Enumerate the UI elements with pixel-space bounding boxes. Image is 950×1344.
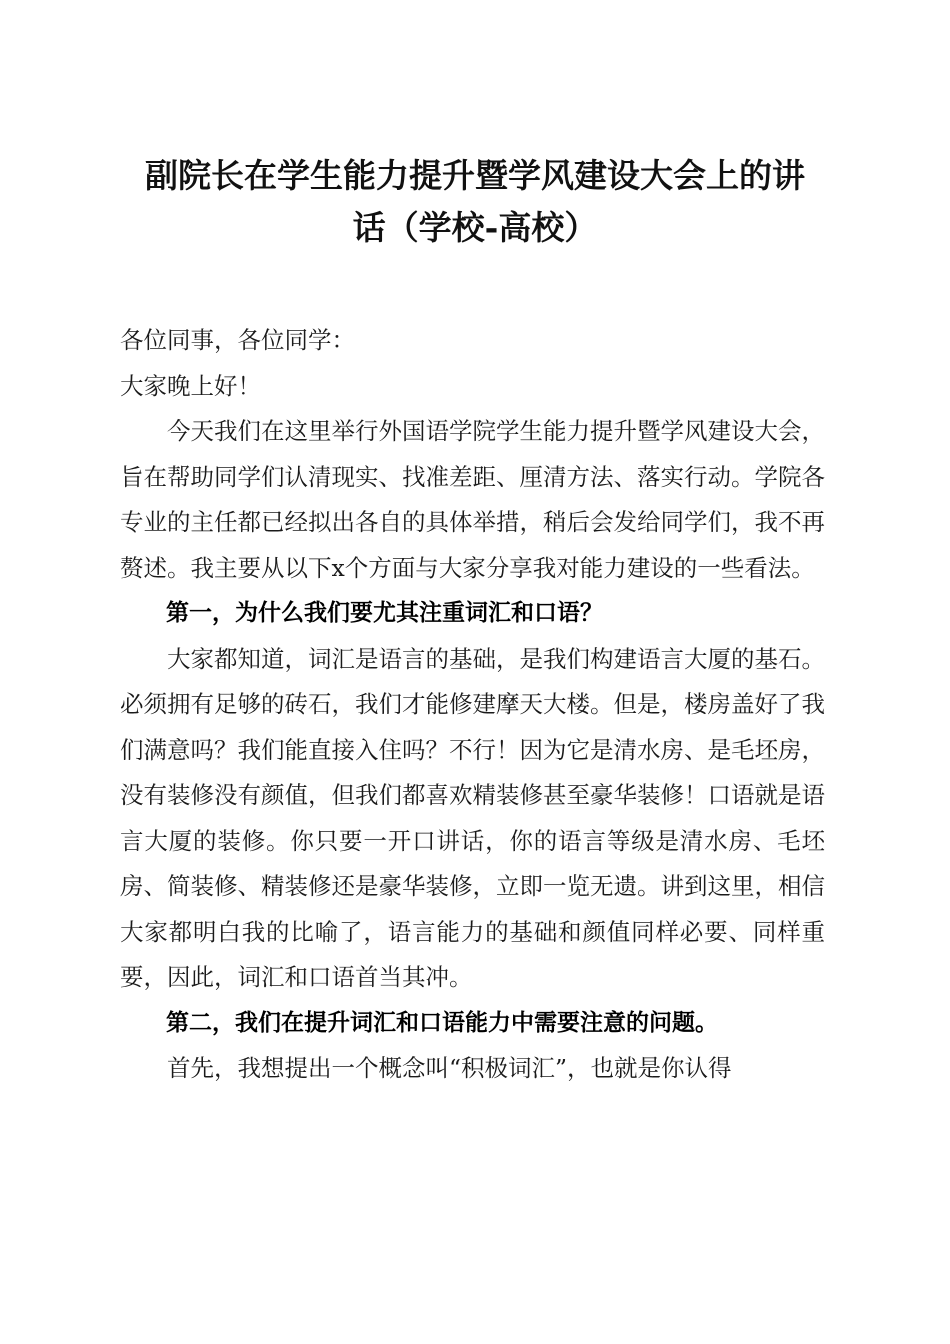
intro-paragraph: 今天我们在这里举行外国语学院学生能力提升暨学风建设大会，旨在帮助同学们认清现实、找准差距、厘清方法、落实行动。学院各专业的主任都已经拟出各自的具体举措，稍后会发给同学们，我不再赘述。我主要从以下x个方面与大家分享我对能力建设的一些看法。 <box>120 417 825 582</box>
salutation: 各位同事，各位同学： <box>120 326 355 354</box>
section-1-paragraph: 大家都知道，词汇是语言的基础，是我们构建语言大厦的基石。必须拥有足够的砖石，我们才能修建摩天大楼。但是，楼房盖好了我们满意吗？我们能直接入住吗？不行！因为它是清水房、是毛坯房，没有装修没有颜值，但我们都喜欢精装修甚至豪华装修！口语就是语言大厦的装修。你只要一开口讲话，你的语言等级是清水房、毛坯房、简装修、精装修还是豪华装修，立即一览无遗。讲到这里，相信大家都明白我的比喻了，语言能力的基础和颜值同样必要、同样重要，因此，词汇和口语首当其冲。 <box>120 644 825 991</box>
title-line-2: 话（学校-高校） <box>352 208 598 247</box>
document-body <box>120 318 825 1092</box>
section-2-heading: 第二，我们在提升词汇和口语能力中需要注意的问题。 <box>166 1009 718 1036</box>
title-line-1: 副院长在学生能力提升暨学风建设大会上的讲 <box>145 156 805 195</box>
document-title <box>100 150 850 254</box>
greeting: 大家晚上好！ <box>120 371 261 400</box>
section-1-heading: 第一，为什么我们要尤其注重词汇和口语？ <box>166 600 603 626</box>
section-2-paragraph: 首先，我想提出一个概念叫“积极词汇”，也就是你认得 <box>167 1054 732 1082</box>
